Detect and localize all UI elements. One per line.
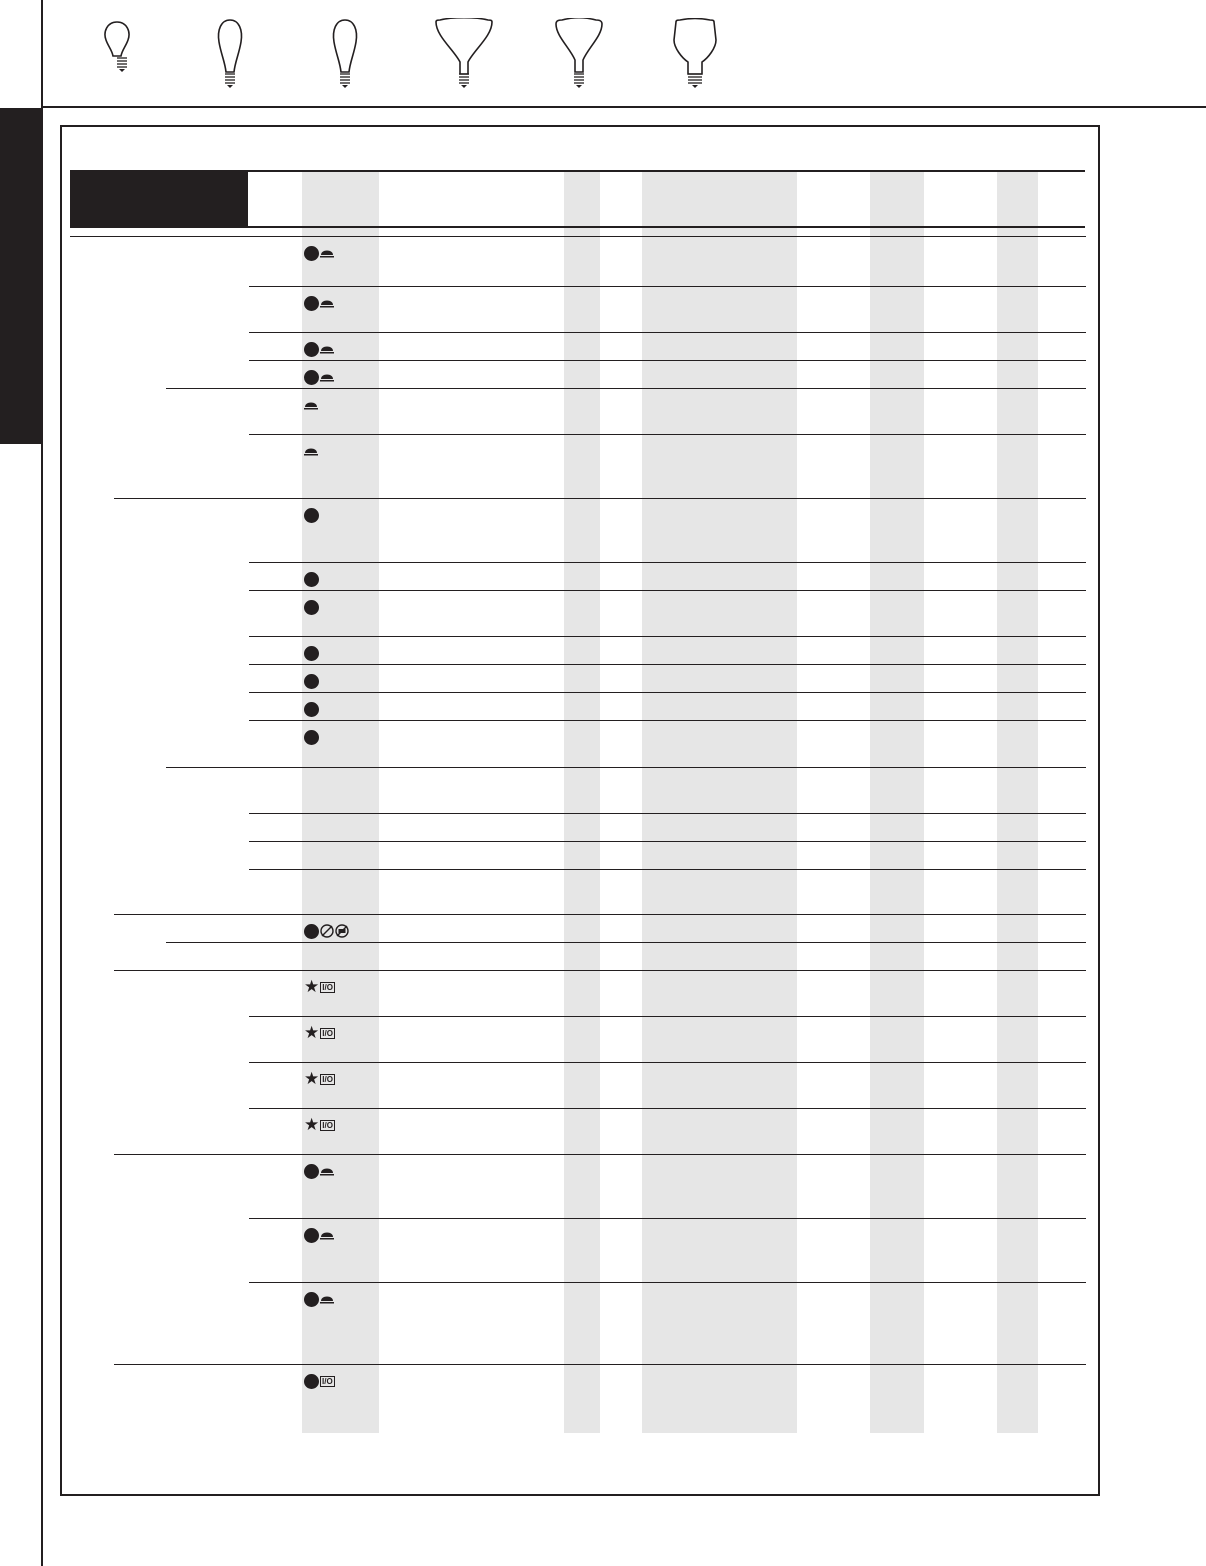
- row-symbols: [304, 1071, 335, 1087]
- row-symbols: [304, 1227, 334, 1243]
- row-divider: [249, 869, 1086, 870]
- row-divider: [249, 1062, 1086, 1063]
- row-divider: [249, 636, 1086, 637]
- dimmable-icon: [304, 1292, 319, 1307]
- dimmable-icon: [304, 246, 319, 261]
- dimmable-icon: [304, 508, 319, 523]
- row-symbols: [304, 341, 334, 357]
- row-symbols: [304, 923, 349, 939]
- row-symbols: [304, 979, 335, 995]
- row-symbols: [304, 369, 334, 385]
- row-symbols: [304, 599, 319, 615]
- row-symbols: [304, 245, 334, 261]
- dimmable-icon: [304, 342, 319, 357]
- row-divider: [114, 970, 1086, 971]
- table-header-bottom-rule: [70, 226, 1085, 228]
- not-dimmable-electronic-icon: [335, 924, 349, 938]
- outdoor-icon: [304, 401, 318, 410]
- row-symbols: [304, 397, 318, 413]
- section-tab: [0, 108, 43, 444]
- instant-on-icon: I/O: [322, 1074, 333, 1084]
- a21-bulb-icon: [215, 18, 245, 90]
- row-divider: [249, 1016, 1086, 1017]
- br40-reflector-bulb-icon: [434, 18, 494, 90]
- outdoor-icon: [320, 373, 334, 382]
- row-divider: [249, 590, 1086, 591]
- row-symbols: [304, 1373, 335, 1389]
- dimmable-icon: [304, 924, 319, 939]
- not-dimmable-icon: [320, 924, 334, 938]
- energy-star-icon: ★: [304, 1115, 320, 1135]
- row-symbols: [304, 673, 319, 689]
- row-divider: [249, 434, 1086, 435]
- outdoor-icon: [320, 1295, 334, 1304]
- row-symbols: [304, 701, 319, 717]
- dimmable-icon: [304, 1374, 319, 1389]
- row-divider: [249, 813, 1086, 814]
- dimmable-icon: [304, 730, 319, 745]
- dimmable-icon: [304, 1164, 319, 1179]
- outdoor-icon: [320, 345, 334, 354]
- row-symbols: [304, 443, 318, 459]
- row-divider: [70, 236, 1086, 237]
- row-symbols: [304, 729, 319, 745]
- instant-on-icon: I/O: [322, 1120, 333, 1130]
- dimmable-icon: [304, 600, 319, 615]
- row-symbols: [304, 507, 319, 523]
- row-divider: [249, 664, 1086, 665]
- row-divider: [249, 562, 1086, 563]
- row-divider: [166, 388, 1086, 389]
- row-divider: [249, 692, 1086, 693]
- standard-a-bulb-icon: [102, 18, 142, 90]
- row-divider: [114, 914, 1086, 915]
- row-symbols: [304, 295, 334, 311]
- dimmable-icon: [304, 1228, 319, 1243]
- row-divider: [249, 1108, 1086, 1109]
- row-divider: [249, 1218, 1086, 1219]
- dimmable-icon: [304, 572, 319, 587]
- dimmable-icon: [304, 646, 319, 661]
- row-symbols: [304, 1025, 335, 1041]
- a23-bulb-icon: [330, 18, 360, 90]
- outdoor-icon: [304, 447, 318, 456]
- br30-reflector-bulb-icon: [554, 18, 604, 90]
- row-symbols: [304, 1117, 335, 1133]
- row-divider: [114, 1154, 1086, 1155]
- row-divider: [249, 720, 1086, 721]
- dimmable-icon: [304, 296, 319, 311]
- outdoor-icon: [320, 249, 334, 258]
- row-symbols: [304, 1291, 334, 1307]
- instant-on-icon: I/O: [322, 982, 333, 992]
- row-symbols: [304, 645, 319, 661]
- row-divider: [249, 286, 1086, 287]
- table-header-top-rule: [70, 170, 1085, 172]
- outdoor-icon: [320, 1231, 334, 1240]
- row-divider: [249, 1282, 1086, 1283]
- energy-star-icon: ★: [304, 977, 320, 997]
- table-header-label: [70, 171, 248, 226]
- outdoor-icon: [320, 299, 334, 308]
- energy-star-icon: ★: [304, 1069, 320, 1089]
- row-symbols: [304, 571, 319, 587]
- row-divider: [249, 332, 1086, 333]
- row-divider: [166, 767, 1086, 768]
- row-divider: [249, 841, 1086, 842]
- dimmable-icon: [304, 702, 319, 717]
- row-divider: [249, 360, 1086, 361]
- outdoor-icon: [320, 1167, 334, 1176]
- dimmable-icon: [304, 370, 319, 385]
- row-divider: [166, 942, 1086, 943]
- r20-reflector-bulb-icon: [668, 18, 722, 90]
- energy-star-icon: ★: [304, 1023, 320, 1043]
- row-symbols: [304, 1163, 334, 1179]
- header-rule: [41, 106, 1206, 108]
- dimmable-icon: [304, 674, 319, 689]
- instant-on-icon: I/O: [322, 1376, 333, 1386]
- instant-on-icon: I/O: [322, 1028, 333, 1038]
- row-divider: [114, 498, 1086, 499]
- row-divider: [114, 1364, 1086, 1365]
